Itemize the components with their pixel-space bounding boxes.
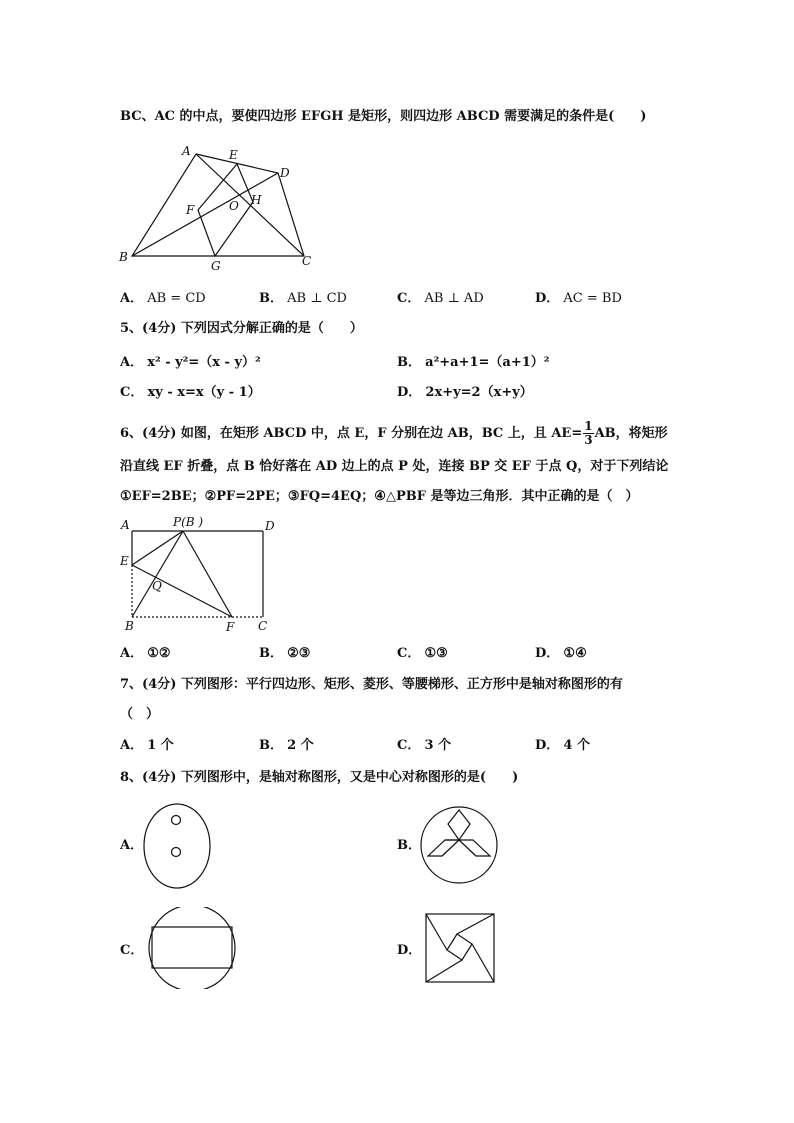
q5-stem: 5、(4分) 下列因式分解正确的是（ ） (120, 321, 363, 336)
q6-label-F: F (226, 620, 235, 634)
q4-label-A: A (182, 144, 191, 158)
q8-figure-b-circle-three-rhombi (418, 804, 500, 886)
q6-stem-line3: ①EF=2BE；②PF=2PE；③FQ=4EQ；④△PBF 是等边三角形．其中正确的是（ ） (120, 489, 639, 504)
q4-label-F: F (186, 203, 195, 217)
q7-option-c[interactable]: C． 3 个 (397, 738, 452, 753)
q8-figure-c-circle-rectangle (146, 907, 238, 989)
q4-option-d[interactable]: D． AC = BD (535, 291, 622, 306)
q6-stem-line2: 沿直线 EF 折叠，点 B 恰好落在 AD 边上的点 P 处，连接 BP 交 EF 于点 Q，对于下列结论 (120, 459, 669, 474)
q4-label-E: E (229, 148, 238, 162)
q6-label-D: D (265, 519, 275, 533)
q8-figure-a-ellipse-two-dots (141, 800, 213, 892)
q6-label-E: E (120, 554, 129, 568)
q8-option-a[interactable]: A． (120, 838, 144, 853)
q8-option-b[interactable]: B． (397, 838, 421, 853)
q4-figure-quadrilateral (110, 142, 340, 272)
q6-label-PB: P(B ) (173, 515, 204, 529)
q6-option-b[interactable]: B． ②③ (259, 646, 311, 661)
q6-option-c[interactable]: C． ①③ (397, 646, 448, 661)
q4-option-a[interactable]: A． AB = CD (120, 291, 206, 306)
q4-stem: BC、AC 的中点，要使四边形 EFGH 是矩形，则四边形 ABCD 需要满足的条件是( ) (120, 109, 647, 124)
q7-option-d[interactable]: D． 4 个 (535, 738, 590, 753)
q4-option-b[interactable]: B． AB ⊥ CD (259, 291, 347, 306)
q6-label-B: B (125, 619, 134, 633)
q4-label-D: D (280, 166, 290, 180)
q5-option-d[interactable]: D． 2x+y=2（x+y） (397, 385, 533, 400)
q8-stem: 8、(4分) 下列图形中，是轴对称图形，又是中心对称图形的是( ) (120, 770, 519, 785)
q6-label-C: C (258, 619, 268, 633)
q6-figure-rectangle-fold (115, 515, 280, 637)
q4-label-B: B (119, 250, 128, 264)
q4-label-H: H (251, 193, 262, 207)
q7-stem-line2: （ ） (120, 707, 160, 722)
q5-option-a[interactable]: A． x² - y²=（x - y）² (120, 355, 261, 370)
q8-option-c[interactable]: C． (120, 943, 144, 958)
q4-label-O: O (229, 199, 239, 213)
q6-label-A: A (121, 518, 130, 532)
q8-option-d[interactable]: D． (397, 943, 422, 958)
q5-option-b[interactable]: B． a²+a+1=（a+1）² (397, 355, 550, 370)
q7-option-a[interactable]: A． 1 个 (120, 738, 174, 753)
q6-label-Q: Q (152, 579, 162, 593)
q5-option-c[interactable]: C． xy - x=x（y - 1） (120, 385, 261, 400)
q7-option-b[interactable]: B． 2 个 (259, 738, 314, 753)
q4-label-C: C (302, 254, 312, 268)
q6-stem-line1: 6、(4分) 如图，在矩形 ABCD 中，点 E，F 分别在边 AB，BC 上，且 AE= $\frac{1}{3}$ AB，将矩形 (120, 419, 668, 447)
q6-option-d[interactable]: D． ①④ (535, 646, 587, 661)
q6-fraction-one-third: $\frac{1}{3}$ (584, 419, 593, 447)
q4-option-c[interactable]: C． AB ⊥ AD (397, 291, 484, 306)
q4-label-G: G (211, 259, 221, 272)
q6-option-a[interactable]: A． ①② (120, 646, 171, 661)
q8-figure-d-square-pinwheel (422, 910, 498, 986)
q7-stem-line1: 7、(4分) 下列图形：平行四边形、矩形、菱形、等腰梯形、正方形中是轴对称图形的有 (120, 677, 623, 692)
